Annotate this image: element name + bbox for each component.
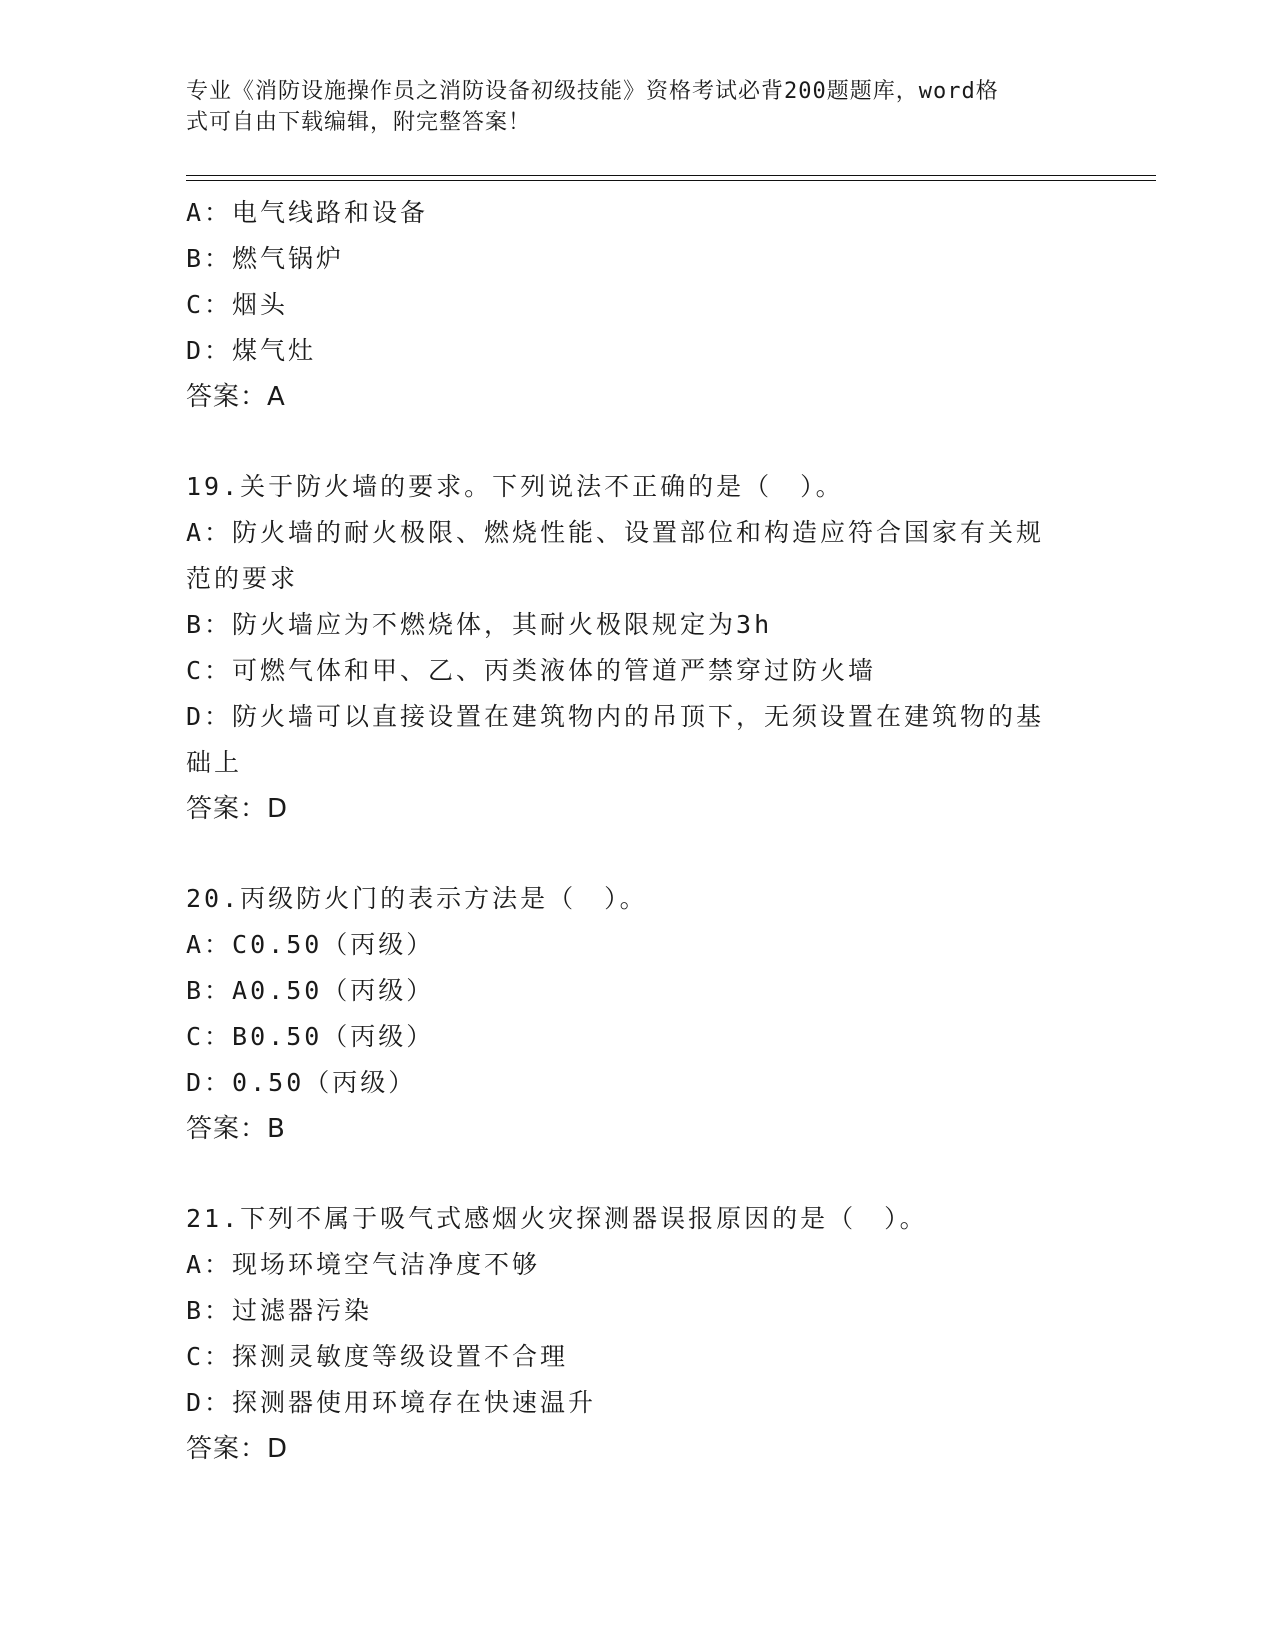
- header-divider: [186, 175, 1156, 181]
- option-d: D：煤气灶: [186, 336, 317, 365]
- answer: 答案：B: [186, 1114, 286, 1144]
- spacer: [186, 420, 1066, 464]
- question-list: [186, 190, 1066, 1472]
- spacer: [186, 1152, 1066, 1196]
- spacer: [186, 832, 1066, 876]
- question-text: 20.丙级防火门的表示方法是（ ）。: [186, 884, 648, 913]
- answer: 答案：A: [186, 382, 286, 412]
- option-a-cont: 范的要求: [186, 564, 299, 593]
- option-a: A：电气线路和设备: [186, 198, 429, 227]
- header-line-2: 式可自由下载编辑，附完整答案！: [186, 110, 532, 135]
- answer: 答案：D: [186, 794, 289, 824]
- question-18: [186, 190, 1066, 420]
- question-text: 21.下列不属于吸气式感烟火灾探测器误报原因的是（ ）。: [186, 1204, 928, 1233]
- question-text: 19.关于防火墙的要求。下列说法不正确的是（ ）。: [186, 472, 844, 501]
- option-b: B：防火墙应为不燃烧体，其耐火极限规定为3h: [186, 610, 773, 639]
- question-21: [186, 1196, 1066, 1472]
- option-b: B：A0.50（丙级）: [186, 976, 435, 1005]
- option-d-cont: 础上: [186, 748, 243, 777]
- option-a: A：C0.50（丙级）: [186, 930, 435, 959]
- option-b: B：燃气锅炉: [186, 244, 345, 273]
- option-c: C：可燃气体和甲、乙、丙类液体的管道严禁穿过防火墙: [186, 656, 877, 685]
- option-a: A：现场环境空气洁净度不够: [186, 1250, 541, 1279]
- option-d: D：防火墙可以直接设置在建筑物内的吊顶下，无须设置在建筑物的基: [186, 702, 1045, 731]
- question-19: [186, 464, 1066, 832]
- header-line-1: 专业《消防设施操作员之消防设备初级技能》资格考试必背200题题库，word格: [186, 79, 999, 104]
- option-c: C：B0.50（丙级）: [186, 1022, 435, 1051]
- option-c: C：烟头: [186, 290, 289, 319]
- question-20: [186, 876, 1066, 1152]
- option-d: D：探测器使用环境存在快速温升: [186, 1388, 597, 1417]
- answer: 答案：D: [186, 1434, 289, 1464]
- option-c: C：探测灵敏度等级设置不合理: [186, 1342, 569, 1371]
- option-a: A：防火墙的耐火极限、燃烧性能、设置部位和构造应符合国家有关规: [186, 518, 1045, 547]
- document-header: [186, 76, 1066, 138]
- option-d: D：0.50（丙级）: [186, 1068, 417, 1097]
- option-b: B：过滤器污染: [186, 1296, 373, 1325]
